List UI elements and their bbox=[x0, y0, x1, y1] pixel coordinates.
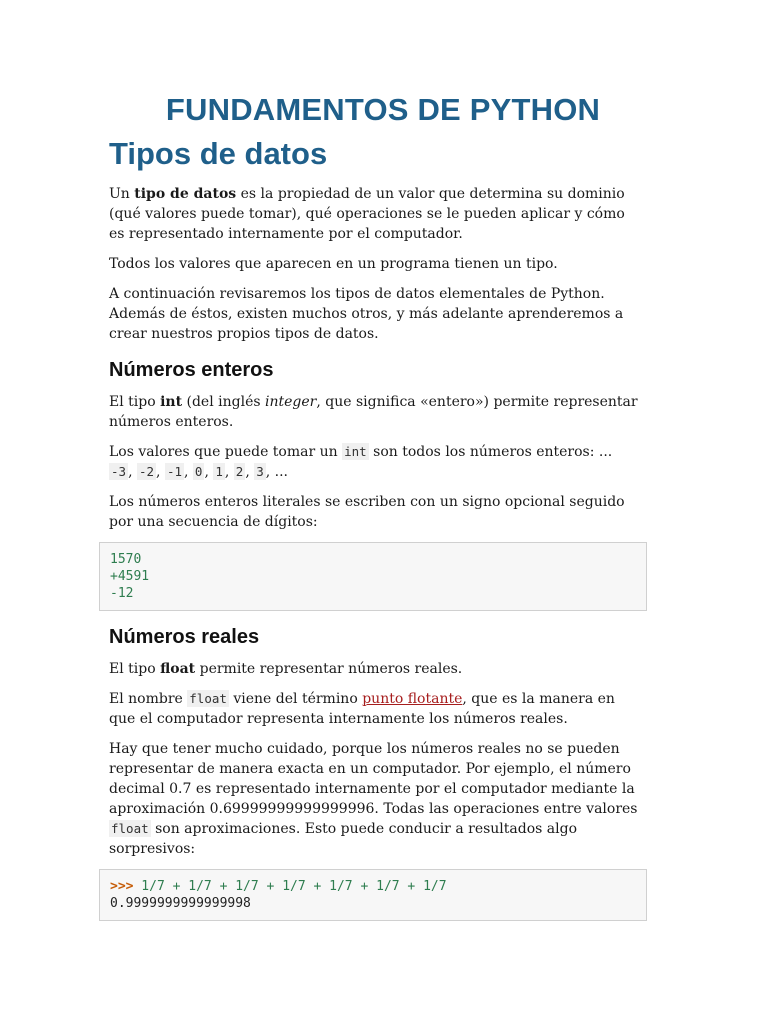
document-page bbox=[109, 90, 639, 935]
reales-paragraph-1 bbox=[109, 659, 639, 679]
italic-term: integer bbox=[265, 394, 317, 410]
text: permite representar números reales. bbox=[195, 661, 463, 677]
bold-term: int bbox=[160, 394, 183, 410]
text: son aproximaciones. Esto puede conducir a resultados algo sorpresivos: bbox=[109, 821, 577, 857]
document-title: FUNDAMENTOS DE PYTHON bbox=[165, 92, 601, 127]
text: El tipo bbox=[109, 394, 161, 410]
inline-code: 3 bbox=[256, 464, 264, 479]
inline-code: -1 bbox=[166, 464, 182, 479]
code-output: 0.9999999999999998 bbox=[110, 896, 251, 911]
heading-reales: Números reales bbox=[109, 626, 260, 648]
inline-code: -3 bbox=[111, 464, 127, 479]
enteros-paragraph-1 bbox=[109, 392, 639, 432]
bold-term: tipo de datos bbox=[134, 186, 237, 202]
intro-paragraph-1 bbox=[109, 184, 639, 244]
text: , ... bbox=[265, 464, 289, 480]
code-expression: 1/7 + 1/7 + 1/7 + 1/7 + 1/7 + 1/7 + 1/7 bbox=[133, 879, 447, 894]
code-line: +4591 bbox=[110, 569, 150, 584]
text: Los valores que puede tomar un bbox=[109, 444, 343, 460]
inline-code: 2 bbox=[235, 464, 244, 479]
enteros-paragraph-2: Los valores que puede tomar un int son todos los números enteros: ... -3 , -2 , -1 , 0 , 1 , 2 , 3 , ... bbox=[109, 444, 613, 480]
intro-paragraph-3: A continuación revisaremos los tipos de datos elementales de Python. Además de éstos, existen muchos otros, y más adelante aprenderemos a crear nuestros propios tipos de datos. bbox=[109, 286, 624, 342]
inline-code: int bbox=[344, 444, 367, 459]
text: (del inglés bbox=[182, 394, 266, 410]
text: El nombre bbox=[109, 691, 188, 707]
punto-flotante-link[interactable]: punto flotante bbox=[362, 691, 463, 707]
code-block-integers bbox=[99, 542, 647, 611]
code-block-float bbox=[99, 869, 647, 921]
inline-code: 0 bbox=[194, 464, 203, 479]
text: , que es la manera en que el computador representa internamente los números reales. bbox=[109, 691, 615, 727]
code-line: -12 bbox=[110, 586, 134, 601]
text: es la propiedad de un valor que determina su dominio (qué valores puede tomar), qué operaciones se le pueden aplicar y cómo es representado internamente por el computador. bbox=[109, 186, 625, 242]
text: Hay que tener mucho cuidado, porque los números reales no se pueden representar de manera exacta en un computador. Por ejemplo, el número decimal 0.7 es representado internamente por el computador mediante la aproximación 0.69999999999999996. Todas las operaciones entre valores bbox=[109, 741, 638, 817]
inline-code: float bbox=[189, 691, 227, 706]
text: viene del término bbox=[228, 691, 363, 707]
enteros-paragraph-3: Los números enteros literales se escriben con un signo opcional seguido por una secuencia de dígitos: bbox=[109, 494, 625, 530]
reales-paragraph-2 bbox=[109, 689, 639, 729]
text: Un bbox=[109, 186, 135, 202]
intro-paragraph-2: Todos los valores que aparecen en un programa tienen un tipo. bbox=[109, 256, 558, 272]
inline-code: 1 bbox=[215, 464, 223, 479]
section-title: Tipos de datos bbox=[109, 136, 328, 171]
code-line: 1570 bbox=[110, 552, 142, 567]
repl-prompt: >>> bbox=[110, 879, 134, 894]
text: , que significa «entero») permite representar números enteros. bbox=[109, 394, 638, 430]
bold-term: float bbox=[160, 661, 196, 677]
text: son todos los números enteros: ... bbox=[368, 444, 613, 460]
inline-code: float bbox=[111, 821, 149, 836]
text: El tipo bbox=[109, 661, 161, 677]
heading-enteros: Números enteros bbox=[109, 359, 274, 381]
inline-code: -2 bbox=[138, 464, 155, 479]
reales-paragraph-3 bbox=[109, 739, 639, 859]
